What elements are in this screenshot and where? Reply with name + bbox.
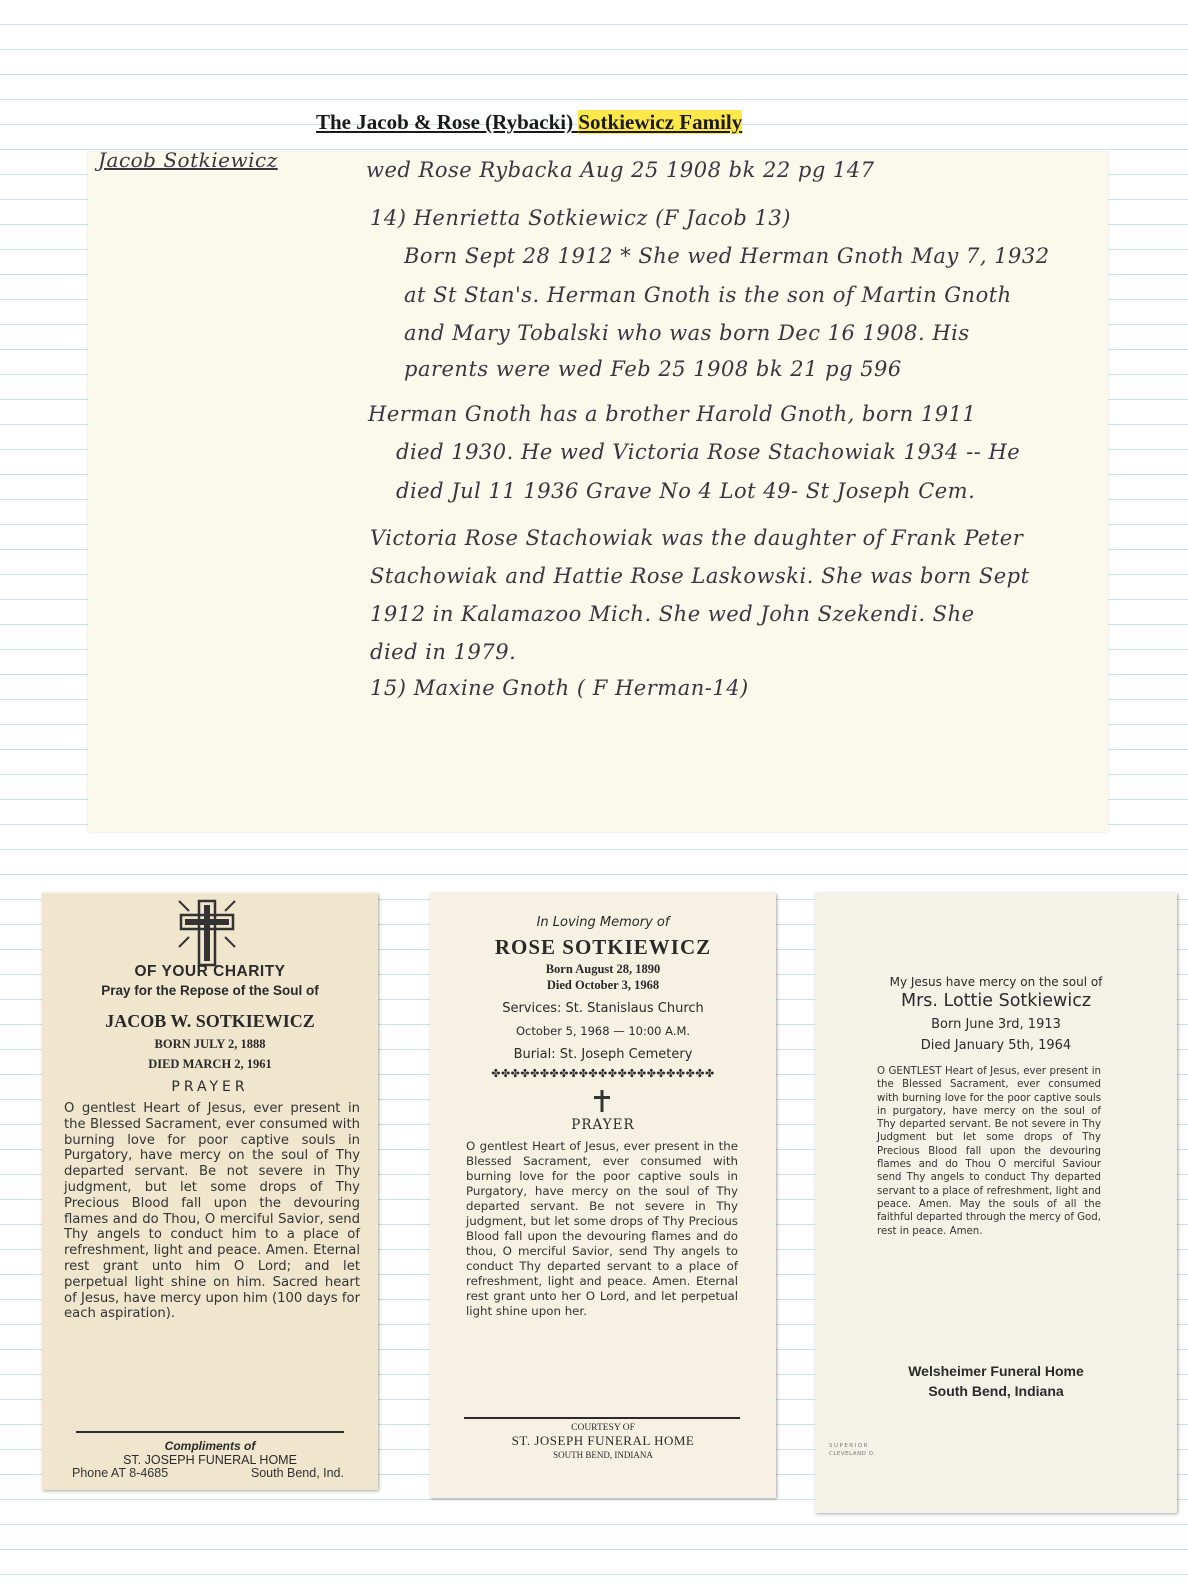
death-date: Died January 5th, 1964: [920, 1038, 1072, 1053]
footer-city: South Bend, Indiana: [928, 1383, 1064, 1399]
printer-mark-city: CLEVELAND O.: [829, 1451, 876, 1457]
note-line: 15) Maxine Gnoth ( F Herman-14): [370, 676, 749, 700]
note-line: Born Sept 28 1912 * She wed Herman Gnoth May 7, 1932: [404, 244, 1050, 268]
note-line: Herman Gnoth has a brother Harold Gnoth, born 1911: [368, 402, 977, 426]
footer-funeral-home: ST. JOSEPH FUNERAL HOME: [123, 1453, 297, 1467]
cross-icon: [592, 1089, 612, 1113]
repose-header: Pray for the Repose of the Soul of: [101, 983, 319, 998]
footer-compliments: Compliments of: [164, 1439, 256, 1453]
birth-date: Born June 3rd, 1913: [931, 1017, 1061, 1032]
footer-funeral-home: ST. JOSEPH FUNERAL HOME: [511, 1433, 695, 1448]
memorial-card-rose: [430, 893, 776, 1498]
handwritten-note: [88, 148, 1108, 832]
ornament-divider: ✤✤✤✤✤✤✤✤✤✤✤✤✤✤✤✤✤✤✤✤✤✤✤: [491, 1067, 715, 1080]
footer-phone: Phone AT 8-4685: [72, 1466, 169, 1480]
burial: Burial: St. Joseph Cemetery: [513, 1047, 693, 1062]
service-time: October 5, 1968 — 10:00 A.M.: [515, 1024, 691, 1038]
footer-rule: [464, 1417, 740, 1419]
prayer-text: O GENTLEST Heart of Jesus, ever present in the Blessed Sacrament, ever consumed with burning love for the poor captive souls in purgatory, have mercy on the soul of Thy departed servant. Be not severe in Thy Judgment but let some drops of Thy Precious Blood fall upon the devouring flames and do Thou O merciful Saviour send Thy angels to conduct Thy departed servant to a place of refreshment, light and peace. Amen. May the souls of all the faithful departed through the mercy of God, rest in peace. Amen.: [877, 1066, 1101, 1237]
prayer-title: PRAYER: [171, 1079, 249, 1095]
note-line: died 1930. He wed Victoria Rose Stachowiak 1934 -- He: [396, 440, 1021, 464]
prayer-title: PRAYER: [571, 1117, 635, 1133]
deceased-name: Mrs. Lottie Sotkiewicz: [900, 991, 1092, 1011]
memorial-card-lottie: [815, 893, 1177, 1513]
note-line: Victoria Rose Stachowiak was the daughter of Frank Peter: [370, 526, 1024, 550]
prayer-text: O gentlest Heart of Jesus, ever present in the Blessed Sacrament, ever consumed with burning love for the poor captive souls in Purgatory, have mercy on the soul of Thy departed servant. Be not severe in Thy judgment, but let some drops of Thy Precious Blood fall upon the devouring flames and do thou, O merciful Savior, send Thy angels to conduct Thy departed servant to a place of refreshment, light and peace. Amen. Eternal rest grant unto her O Lord, and let perpetual light shine upon her.: [466, 1139, 738, 1318]
footer-courtesy: COURTESY OF: [571, 1423, 635, 1433]
note-line: parents were wed Feb 25 1908 bk 21 pg 596: [404, 357, 902, 381]
title-highlight: Sotkiewicz Family: [578, 110, 743, 134]
footer-city: South Bend, Ind.: [250, 1466, 344, 1480]
memorial-card-jacob: [42, 893, 378, 1490]
page-title: [316, 110, 742, 135]
footer-city: SOUTH BEND, INDIANA: [553, 1450, 653, 1460]
services: Services: St. Stanislaus Church: [502, 1001, 704, 1016]
mercy-intro: My Jesus have mercy on the soul of: [889, 975, 1103, 989]
death-date: Died October 3, 1968: [546, 978, 660, 992]
note-line: died Jul 11 1936 Grave No 4 Lot 49- St Joseph Cem.: [396, 479, 976, 503]
footer-rule: [76, 1431, 344, 1433]
note-line: 14) Henrietta Sotkiewicz (F Jacob 13): [370, 206, 791, 230]
birth-date: Born August 28, 1890: [545, 962, 661, 976]
birth-date: BORN JULY 2, 1888: [154, 1037, 266, 1051]
title-plain: The Jacob & Rose (Rybacki): [316, 110, 579, 134]
note-line: Stachowiak and Hattie Rose Laskowski. She was born Sept: [370, 564, 1030, 588]
printer-mark: SUPERIOR: [829, 1443, 869, 1449]
note-line: at St Stan's. Herman Gnoth is the son of Martin Gnoth: [404, 283, 1012, 307]
footer-funeral-home: Welsheimer Funeral Home: [908, 1363, 1084, 1379]
prayer-text: O gentlest Heart of Jesus, ever present in the Blessed Sacrament, ever consumed with burning love for poor captive souls in Purgatory, have mercy on the soul of Thy departed servant. Be not severe in Thy judgment, but let some drops of Thy Precious Blood fall upon the devouring flames and do Thou, O merciful Savior, send Thy angels to conduct him to a place of refreshment, light and peace. Amen. Eternal rest grant unto him O Lord; and let perpetual light shine on him. Sacred heart of Jesus, have mercy upon him (100 days for each aspiration).: [64, 1101, 360, 1322]
note-line: wed Rose Rybacka Aug 25 1908 bk 22 pg 147: [366, 158, 875, 182]
note-line: and Mary Tobalski who was born Dec 16 1908. His: [404, 321, 970, 345]
deceased-name: JACOB W. SOTKIEWICZ: [105, 1011, 315, 1031]
memory-intro: In Loving Memory of: [536, 915, 670, 930]
charity-header: OF YOUR CHARITY: [134, 963, 286, 980]
note-name: Jacob Sotkiewicz: [98, 148, 278, 172]
deceased-name: ROSE SOTKIEWICZ: [494, 935, 712, 959]
cross-icon: [177, 897, 237, 967]
death-date: DIED MARCH 2, 1961: [148, 1057, 272, 1071]
note-line: 1912 in Kalamazoo Mich. She wed John Szekendi. She: [370, 602, 975, 626]
note-line: died in 1979.: [370, 640, 517, 664]
